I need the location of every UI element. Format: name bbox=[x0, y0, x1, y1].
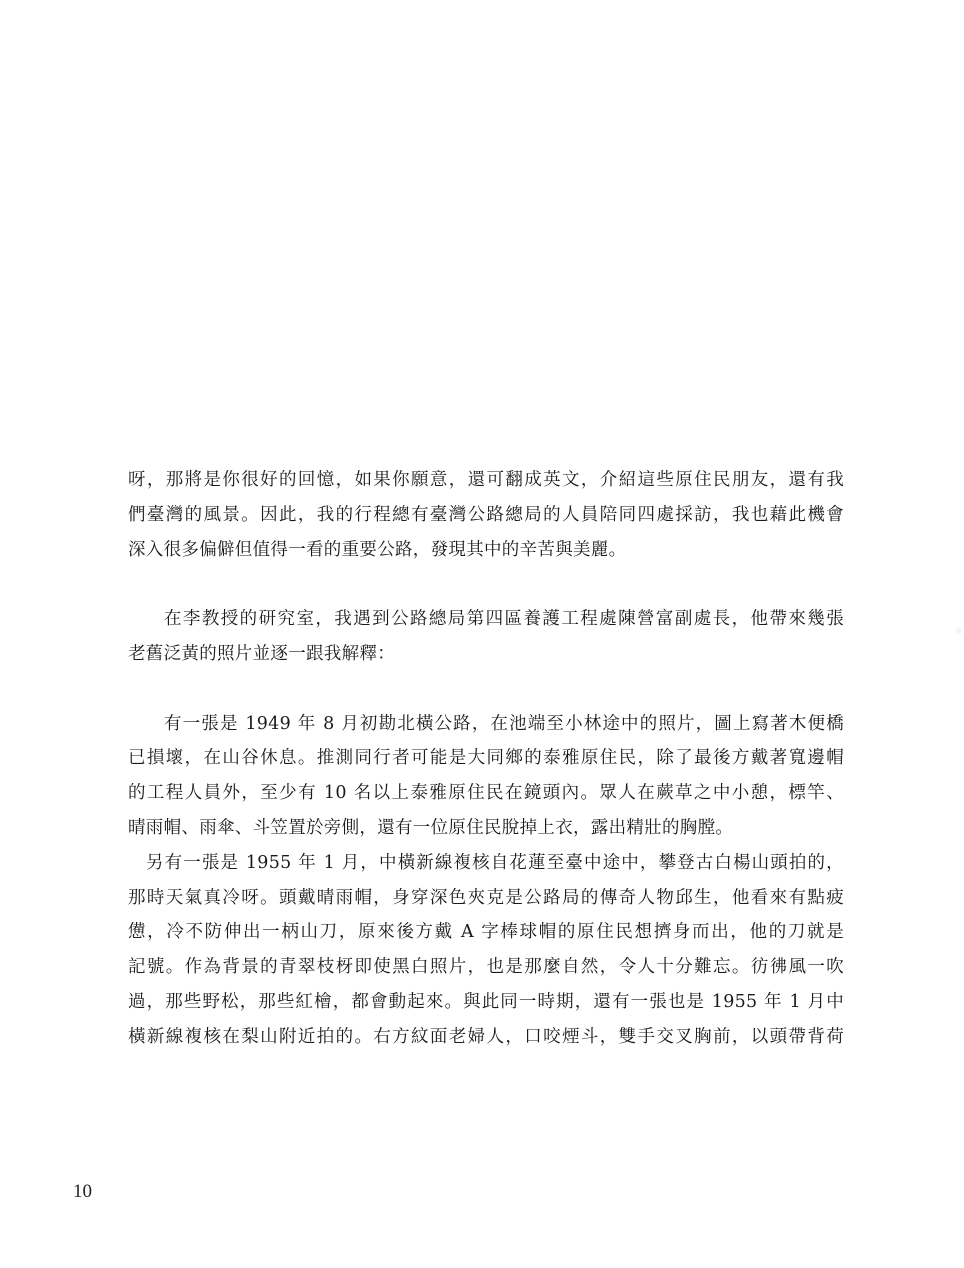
text-line: 另有一張是 1955 年 1 月，中橫新線複核自花蓮至臺中途中，攀登古白楊山頭拍的， bbox=[146, 852, 844, 873]
page-edge-mark bbox=[956, 628, 962, 634]
text-line: 們臺灣的風景。因此，我的行程總有臺灣公路總局的人員陪同四處採訪，我也藉此機會 bbox=[128, 504, 844, 525]
paragraph-gap bbox=[128, 567, 844, 602]
text-line: 那時天氣真冷呀。頭戴晴雨帽，身穿深色夾克是公路局的傳奇人物邱生，他看來有點疲 bbox=[128, 887, 844, 908]
text-line: 記號。作為背景的青翠枝枒即使黑白照片，也是那麼自然，令人十分難忘。彷彿風一吹 bbox=[128, 957, 844, 978]
text-line: 老舊泛黃的照片並逐一跟我解釋： bbox=[128, 643, 395, 664]
text-line: 晴雨帽、雨傘、斗笠置於旁側，還有一位原住民脫掉上衣，露出精壯的胸膛。 bbox=[128, 817, 734, 838]
text-line: 橫新線複核在梨山附近拍的。右方紋面老婦人，口咬煙斗，雙手交叉胸前，以頭帶背荷 bbox=[128, 1026, 844, 1047]
paragraph-gap bbox=[128, 672, 844, 707]
paragraph-4 bbox=[128, 846, 844, 1055]
text-line: 呀，那將是你很好的回憶，如果你願意，還可翻成英文，介紹這些原住民朋友，還有我 bbox=[128, 470, 844, 490]
body-text bbox=[128, 463, 844, 1055]
text-line: 有一張是 1949 年 8 月初勘北橫公路，在池端至小林途中的照片，圖上寫著木便橋 bbox=[164, 713, 844, 734]
paragraph-1 bbox=[128, 463, 844, 567]
text-line: 已損壞，在山谷休息。推測同行者可能是大同鄉的泰雅原住民，除了最後方戴著寬邊帽 bbox=[128, 748, 844, 769]
paragraph-2 bbox=[128, 602, 844, 672]
text-line: 深入很多偏僻但值得一看的重要公路，發現其中的辛苦與美麗。 bbox=[128, 539, 627, 560]
text-line: 憊，冷不防伸出一柄山刀，原來後方戴 A 字棒球帽的原住民想擠身而出，他的刀就是 bbox=[128, 922, 844, 943]
page-number: 10 bbox=[73, 1181, 92, 1202]
paragraph-3 bbox=[128, 707, 844, 846]
text-line: 在李教授的研究室，我遇到公路總局第四區養護工程處陳營富副處長，他帶來幾張 bbox=[164, 609, 844, 630]
text-line: 過，那些野松，那些紅檜，都會動起來。與此同一時期，還有一張也是 1955 年 1 月中 bbox=[128, 991, 844, 1012]
text-line: 的工程人員外，至少有 10 名以上泰雅原住民在鏡頭內。眾人在蕨草之中小憩，標竿、 bbox=[128, 783, 844, 804]
